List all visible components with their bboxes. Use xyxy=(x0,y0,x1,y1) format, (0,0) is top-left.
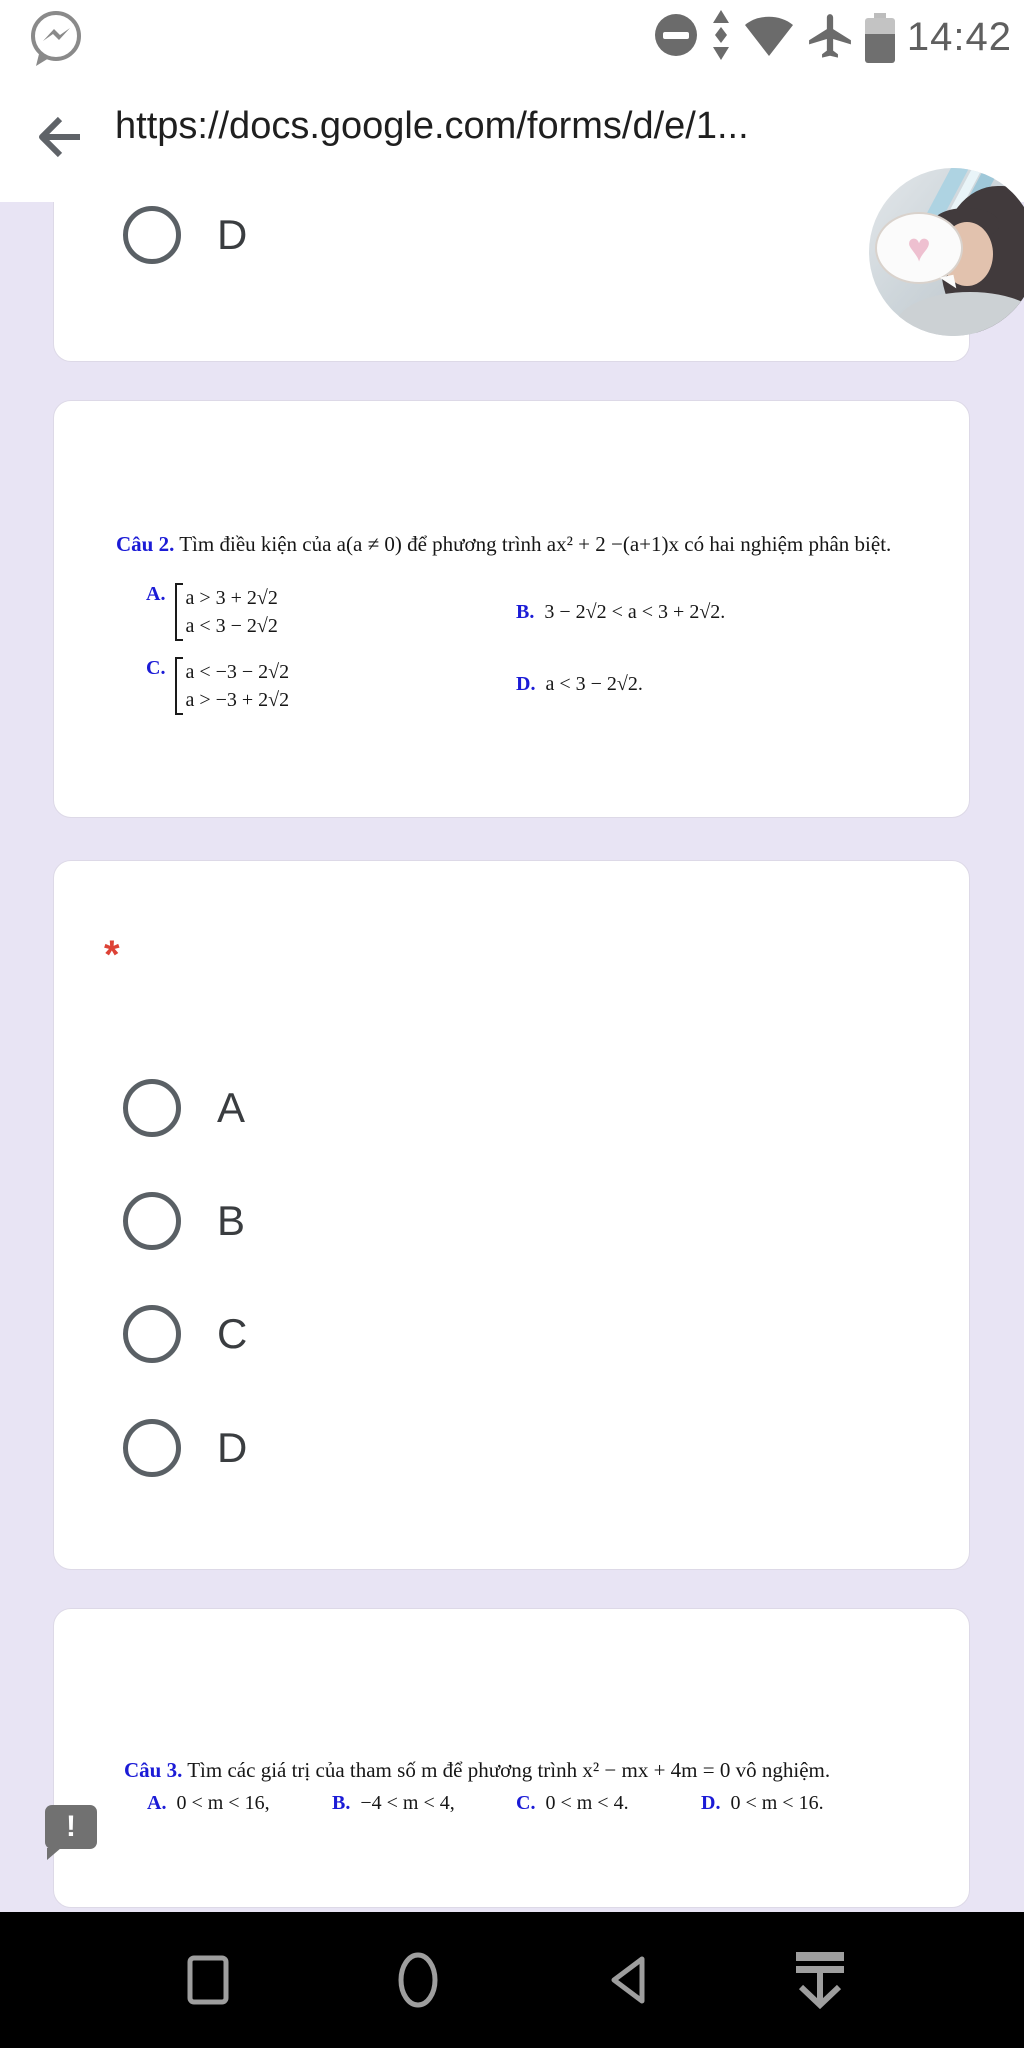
question-2-number: Câu 2. xyxy=(116,532,175,556)
back-triangle-icon[interactable] xyxy=(600,1912,656,2048)
wifi-icon xyxy=(743,13,795,62)
messenger-icon xyxy=(26,8,86,75)
question-2-option-d: D. a < 3 − 2√2. xyxy=(516,673,643,695)
radio-button[interactable] xyxy=(123,1079,181,1137)
android-navigation-bar xyxy=(0,1912,1024,2048)
question-card-4 xyxy=(53,1608,970,1908)
question-3-option-d: D. 0 < m < 16. xyxy=(701,1792,824,1814)
status-time: 14:42 xyxy=(906,15,1012,59)
question-2-option-c: C. a < −3 − 2√2 a > −3 + 2√2 xyxy=(146,657,289,715)
question-3-option-a: A. 0 < m < 16, xyxy=(147,1792,270,1814)
radio-button[interactable] xyxy=(123,1192,181,1250)
radio-option-label: D xyxy=(217,211,248,258)
browser-url-bar xyxy=(0,75,1024,203)
question-card-1 xyxy=(53,202,970,362)
question-3-number: Câu 3. xyxy=(124,1758,183,1782)
required-asterisk: * xyxy=(104,933,120,977)
profile-avatar[interactable] xyxy=(869,168,1024,336)
radio-button[interactable] xyxy=(123,1305,181,1363)
heart-icon: ♥ xyxy=(907,226,931,270)
form-page xyxy=(0,202,1024,1912)
question-3-option-c: C. 0 < m < 4. xyxy=(516,1792,629,1814)
question-card-2 xyxy=(53,400,970,818)
avatar-body xyxy=(895,292,1024,336)
keyboard-hide-icon[interactable] xyxy=(792,1912,848,2048)
question-3-option-b: B. −4 < m < 4, xyxy=(332,1792,455,1814)
question-card-3 xyxy=(53,860,970,1570)
exclamation-bubble-icon[interactable]: ! xyxy=(45,1805,97,1849)
radio-option-b[interactable]: B xyxy=(123,1192,245,1250)
question-2-option-b: B. 3 − 2√2 < a < 3 + 2√2. xyxy=(516,601,726,623)
url-text[interactable]: https://docs.google.com/forms/d/e/1... xyxy=(115,105,749,147)
radio-option-c[interactable]: C xyxy=(123,1305,247,1363)
question-3-text: Tìm các giá trị của tham số m để phương trình x² − mx + 4m = 0 vô nghiệm. xyxy=(187,1758,831,1782)
airplane-icon xyxy=(807,12,853,63)
back-arrow-icon[interactable] xyxy=(36,115,84,164)
radio-option-a[interactable]: A xyxy=(123,1079,245,1137)
battery-icon xyxy=(865,13,895,63)
vibrate-icon xyxy=(711,10,731,65)
radio-button[interactable] xyxy=(123,1419,181,1477)
do-not-disturb-icon xyxy=(653,12,699,63)
status-bar xyxy=(0,0,1024,75)
question-2-text: Tìm điều kiện của a(a ≠ 0) để phương trình ax² + 2 −(a+1)x có hai nghiệm phân biệt. xyxy=(179,532,892,556)
heart-speech-bubble xyxy=(875,212,963,284)
question-2-option-a: A. a > 3 + 2√2 a < 3 − 2√2 xyxy=(146,583,278,641)
radio-option-d[interactable]: D xyxy=(123,1419,247,1477)
question-2-title xyxy=(116,532,891,557)
recents-square-icon[interactable] xyxy=(180,1912,236,2048)
radio-option-d[interactable] xyxy=(123,206,247,264)
question-3-title xyxy=(124,1758,830,1783)
home-circle-icon[interactable] xyxy=(390,1912,446,2048)
radio-button[interactable] xyxy=(123,206,181,264)
